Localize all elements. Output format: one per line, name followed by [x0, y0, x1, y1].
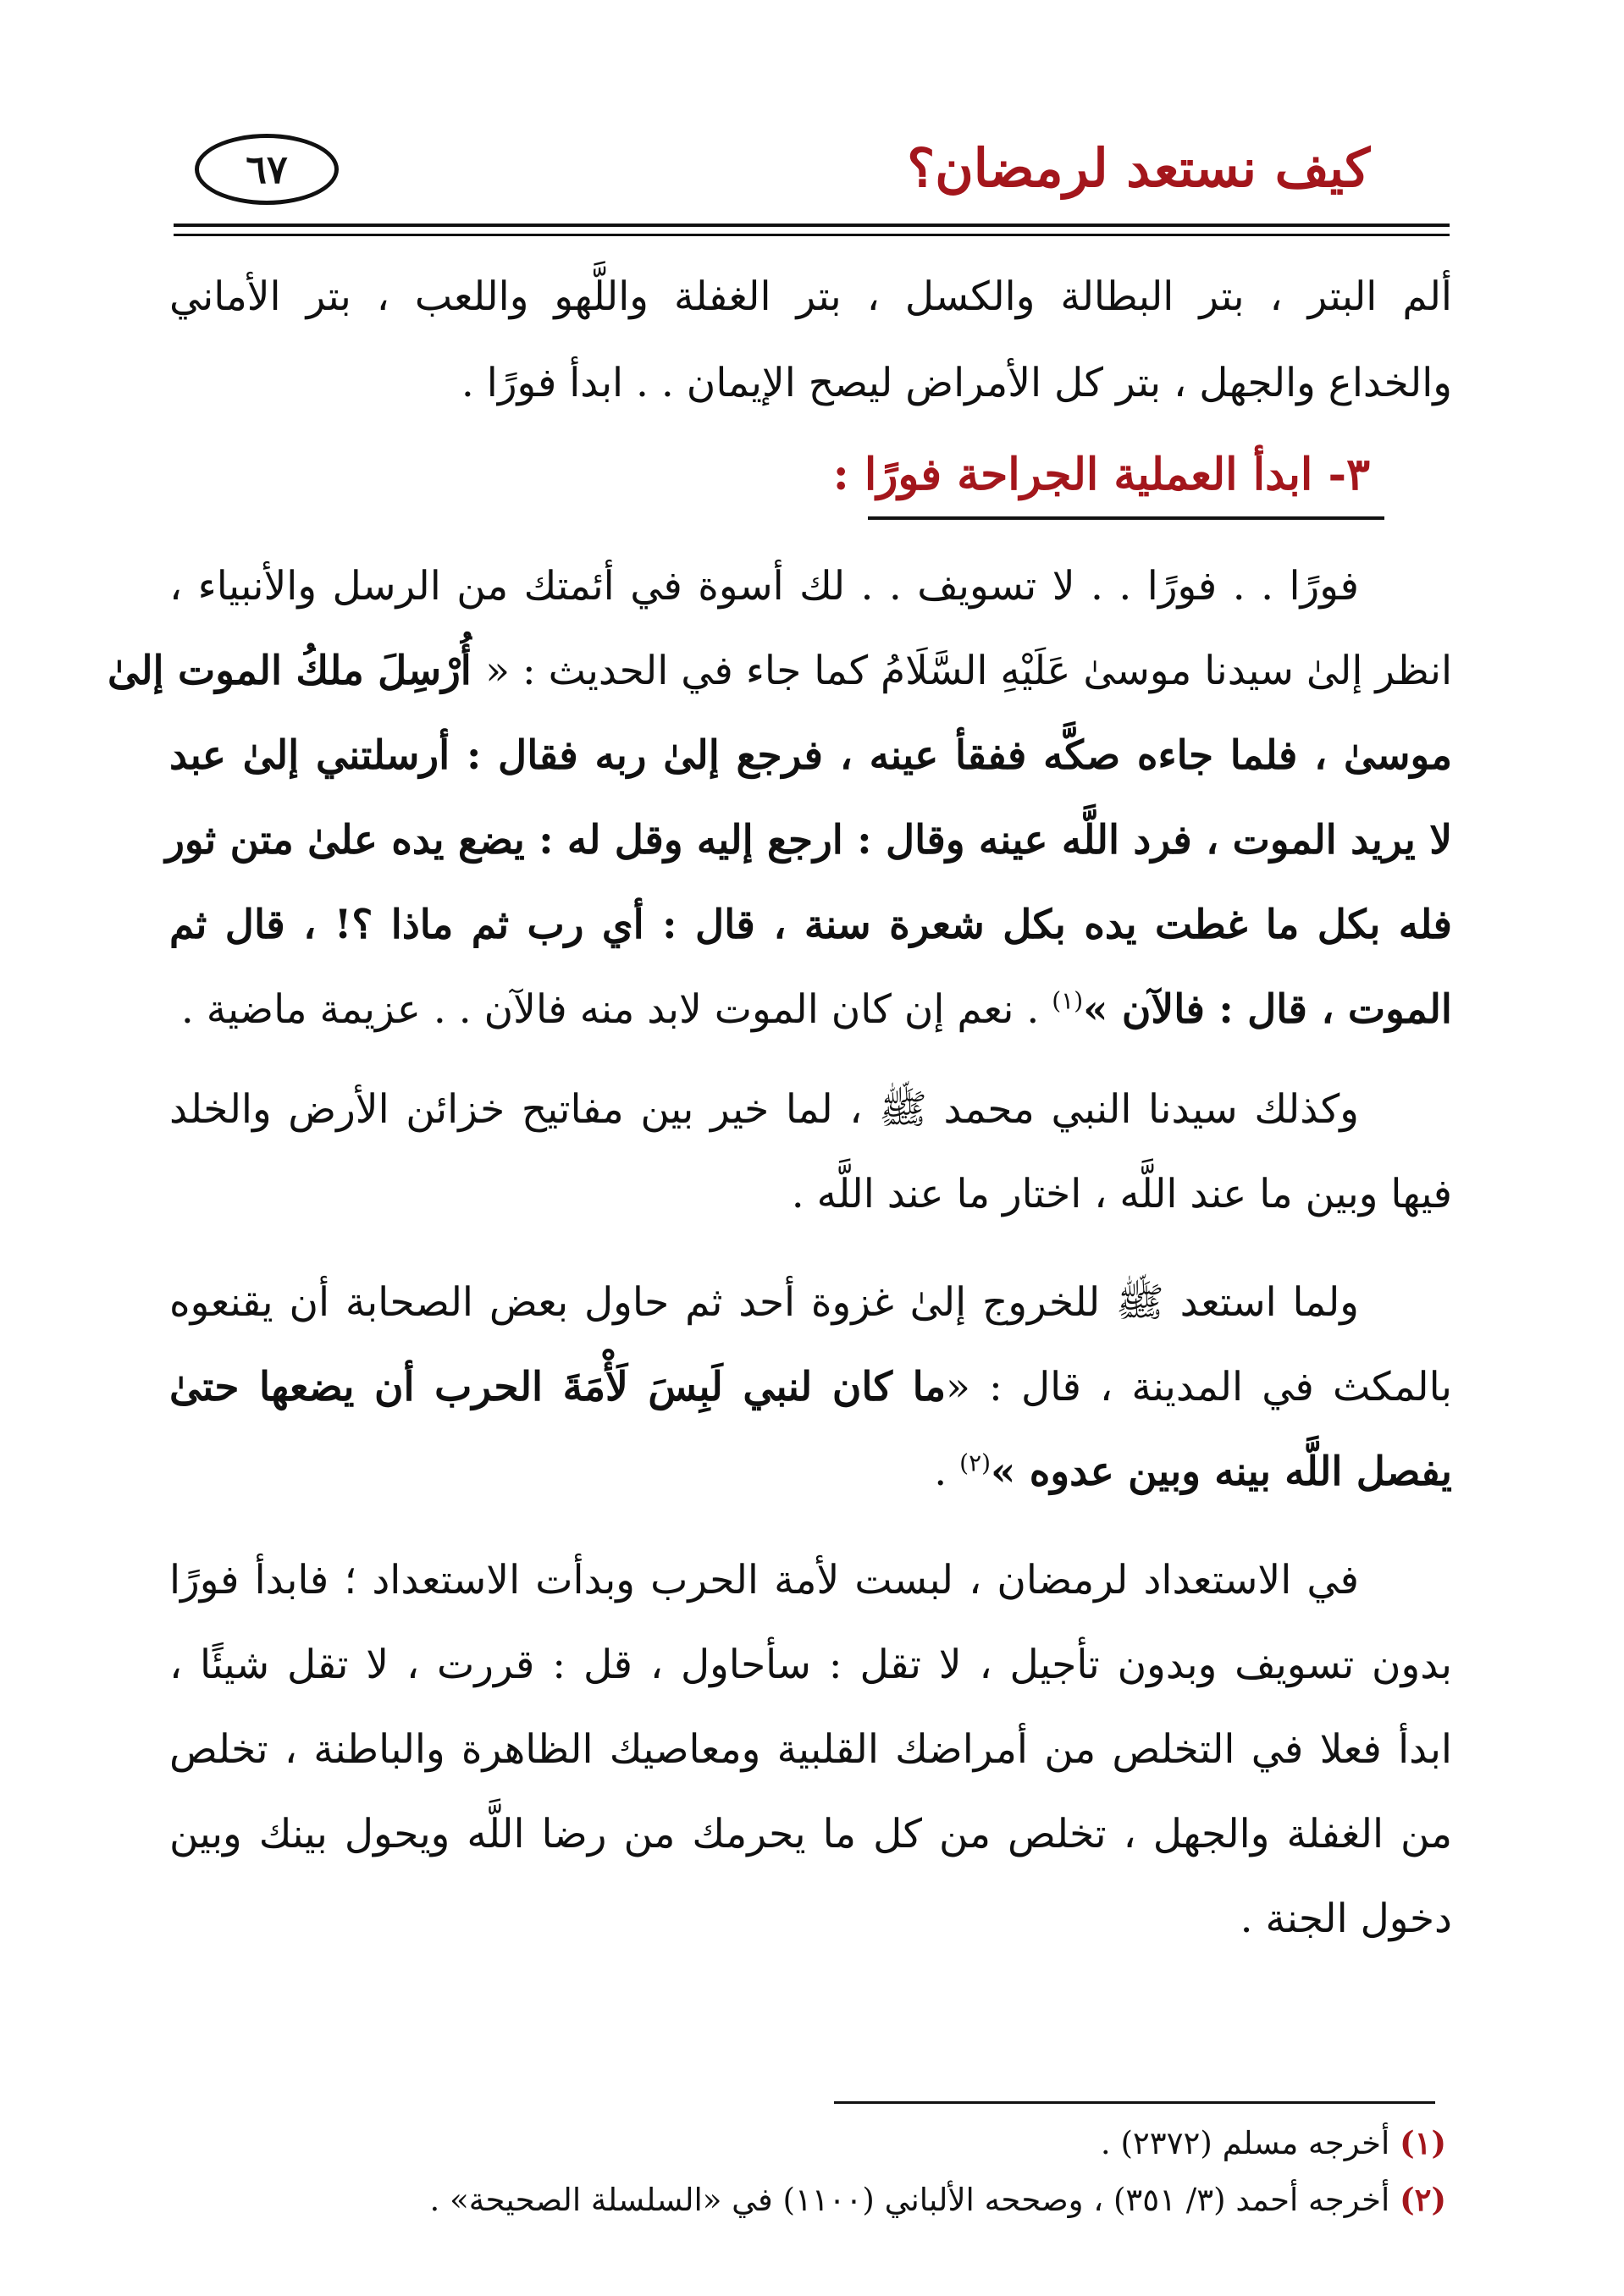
body-line: من الغفلة والجهل ، تخلص من كل ما يحرمك من رضا اللَّه ويحول بينك وبين — [169, 1811, 1452, 1857]
footnote — [1101, 2121, 1446, 2166]
footnote-number: (١) — [1400, 2124, 1446, 2161]
footnote-number: (٢) — [1400, 2181, 1446, 2218]
footnote-text: أخرجه أحمد (٣/ ٣٥١) ، وصححه الألباني (١١٠٠) في «السلسلة الصحيحة» . — [429, 2182, 1400, 2218]
body-line: وكذلك سيدنا النبي محمد ﷺ ، لما خير بين مفاتيح خزائن الأرض والخلد — [169, 1086, 1359, 1133]
footnote-ref: (٢) — [959, 1449, 992, 1477]
footnote-ref: (١) — [1052, 986, 1084, 1015]
footnote-separator — [834, 2101, 1435, 2104]
body-line: فيها وبين ما عند اللَّه ، اختار ما عند اللَّه . — [791, 1171, 1452, 1217]
body-line: في الاستعداد لرمضان ، لبست لأمة الحرب وبدأت الاستعداد ؛ فابدأ فورًا — [169, 1557, 1359, 1603]
hadith-text: أُرْسِلَ ملكُ الموت إلىٰ — [108, 648, 486, 694]
page-number-badge — [195, 134, 339, 205]
body-line — [169, 1360, 1452, 1416]
running-header-title: كيف نستعد لرمضان؟ — [907, 137, 1370, 199]
hadith-text: ما كان لنبي لَبِسَ لَأْمَةَ الحرب أن يضعها حتىٰ — [169, 1364, 947, 1410]
body-line: والخداع والجهل ، بتر كل الأمراض ليصح الإيمان . . ابدأ فورًا . — [461, 360, 1452, 406]
body-text: . نعم إن كان الموت لابد منه فالآن . . عزيمة ماضية . — [180, 986, 1052, 1033]
page-number: ٦٧ — [246, 146, 288, 192]
body-line: ابدأ فعلا في التخلص من أمراضك القلبية ومعاصيك الظاهرة والباطنة ، تخلص — [169, 1726, 1452, 1773]
body-line: ولما استعد ﷺ للخروج إلىٰ غزوة أحد ثم حاول بعض الصحابة أن يقنعوه — [169, 1279, 1359, 1326]
footnote-text: أخرجه مسلم (٢٣٧٢) . — [1100, 2125, 1400, 2161]
hadith-line: لا يريد الموت ، فرد اللَّه عينه وقال : ارجع إليه وقل له : يضع يده علىٰ متن ثور — [165, 817, 1452, 864]
section-heading: ٣- ابدأ العملية الجراحة فورًا : — [832, 449, 1370, 500]
body-text: انظر إلىٰ سيدنا موسىٰ عَلَيْهِ السَّلَامُ كما جاء في الحديث : « — [485, 648, 1452, 694]
body-line: دخول الجنة . — [1240, 1896, 1452, 1942]
footnote — [430, 2177, 1446, 2222]
body-line: فورًا . . فورًا . . لا تسويف . . لك أسوة في أئمتك من الرسل والأنبياء ، — [169, 563, 1359, 610]
body-text: . — [934, 1449, 960, 1495]
body-line: بدون تسويف وبدون تأجيل ، لا تقل : سأحاول ، قل : قررت ، لا تقل شيئًا ، — [169, 1642, 1452, 1688]
body-line: ألم البتر ، بتر البطالة والكسل ، بتر الغفلة واللَّهو واللعب ، بتر الأماني — [169, 273, 1452, 320]
hadith-line: موسىٰ ، فلما جاءه صكَّه ففقأ عينه ، فرجع إلىٰ ربه فقال : أرسلتني إلىٰ عبد — [169, 732, 1452, 779]
section-heading-underline — [868, 516, 1384, 520]
header-rule-top — [174, 224, 1450, 227]
body-line — [169, 1444, 1452, 1500]
hadith-text: يفصل اللَّه بينه وبين عدوه » — [991, 1449, 1452, 1495]
body-line — [169, 982, 1452, 1038]
body-line — [108, 643, 1452, 699]
hadith-text: الموت ، قال : فالآن » — [1083, 986, 1452, 1033]
body-text: بالمكث في المدينة ، قال : « — [946, 1364, 1452, 1410]
header-rule-bottom — [174, 234, 1450, 236]
hadith-line: فله بكل ما غطت يده بكل شعرة سنة ، قال : أي رب ثم ماذا ؟! ، قال ثم — [169, 902, 1452, 948]
